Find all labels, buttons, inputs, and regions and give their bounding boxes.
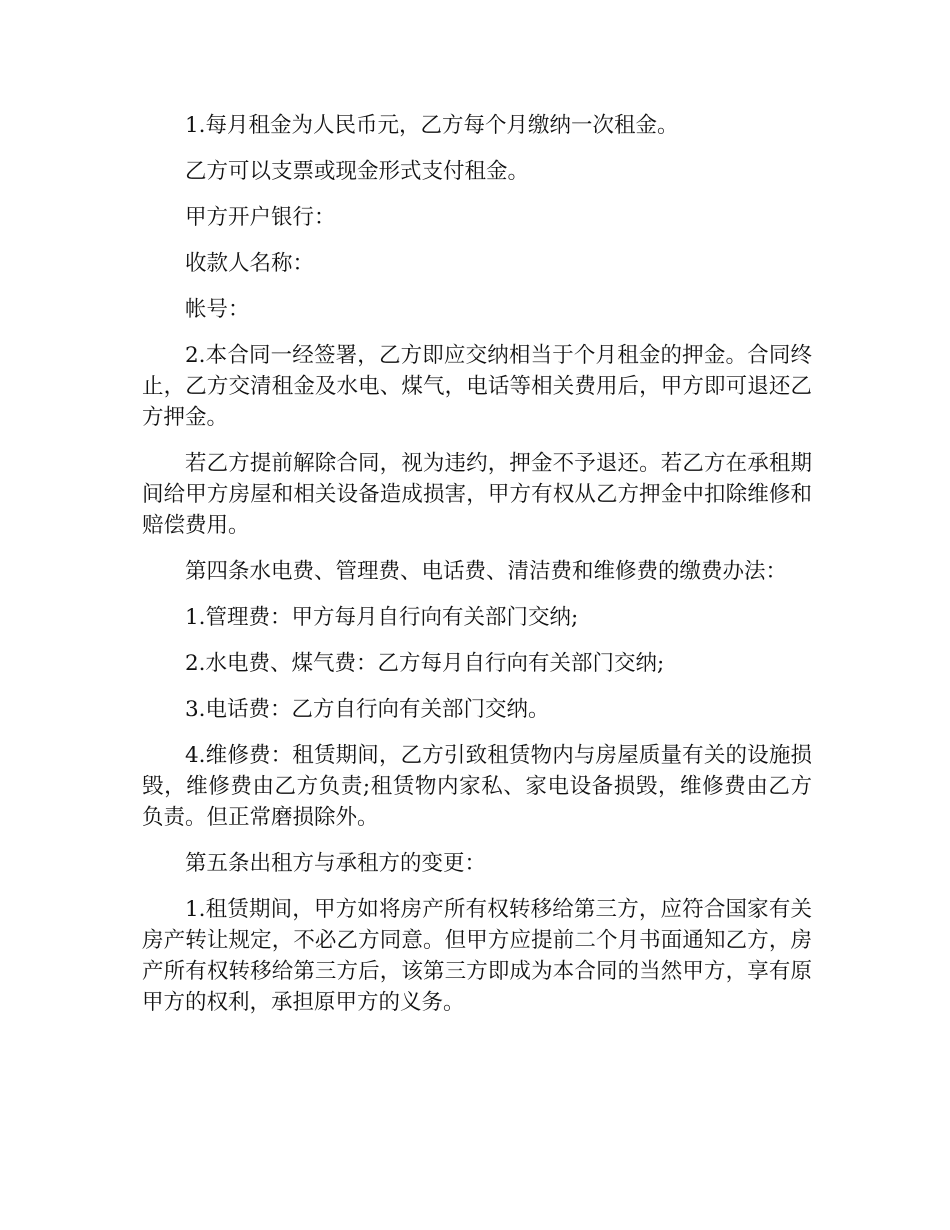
paragraph-deposit: 2.本合同一经签署，乙方即应交纳相当于个月租金的押金。合同终止，乙方交清租金及水电、煤气，电话等相关费用后，甲方即可退还乙方押金。	[142, 343, 812, 430]
paragraph-management-fee: 1.管理费：甲方每月自行向有关部门交纳;	[185, 605, 579, 630]
paragraph-article-four-heading: 第四条水电费、管理费、电话费、清洁费和维修费的缴费办法：	[185, 559, 788, 584]
document-body	[142, 110, 812, 1033]
paragraph-rent-amount: 1.每月租金为人民币元，乙方每个月缴纳一次租金。	[185, 113, 679, 138]
paragraph-article-five-heading: 第五条出租方与承租方的变更：	[185, 851, 487, 876]
paragraph-bank: 甲方开户银行：	[185, 205, 336, 230]
paragraph-early-termination: 若乙方提前解除合同，视为违约，押金不予退还。若乙方在承租期间给甲方房屋和相关设备造成损害，甲方有权从乙方押金中扣除维修和赔偿费用。	[142, 451, 812, 538]
paragraph-repair-fee: 4.维修费：租赁期间，乙方引致租赁物内与房屋质量有关的设施损毁，维修费由乙方负责;租赁物内家私、家电设备损毁，维修费由乙方负责。但正常磨损除外。	[142, 743, 812, 830]
paragraph-utility-fee: 2.水电费、煤气费：乙方每月自行向有关部门交纳;	[185, 651, 665, 676]
paragraph-payment-method: 乙方可以支票或现金形式支付租金。	[185, 159, 530, 184]
paragraph-payee-name: 收款人名称：	[185, 251, 315, 276]
paragraph-account-number: 帐号：	[185, 297, 250, 322]
paragraph-ownership-transfer: 1.租赁期间，甲方如将房产所有权转移给第三方，应符合国家有关房产转让规定，不必乙方同意。但甲方应提前二个月书面通知乙方，房产所有权转移给第三方后，该第三方即成为本合同的当然甲方，享有原甲方的权利，承担原甲方的义务。	[142, 897, 812, 1015]
paragraph-phone-fee: 3.电话费：乙方自行向有关部门交纳。	[185, 697, 550, 722]
